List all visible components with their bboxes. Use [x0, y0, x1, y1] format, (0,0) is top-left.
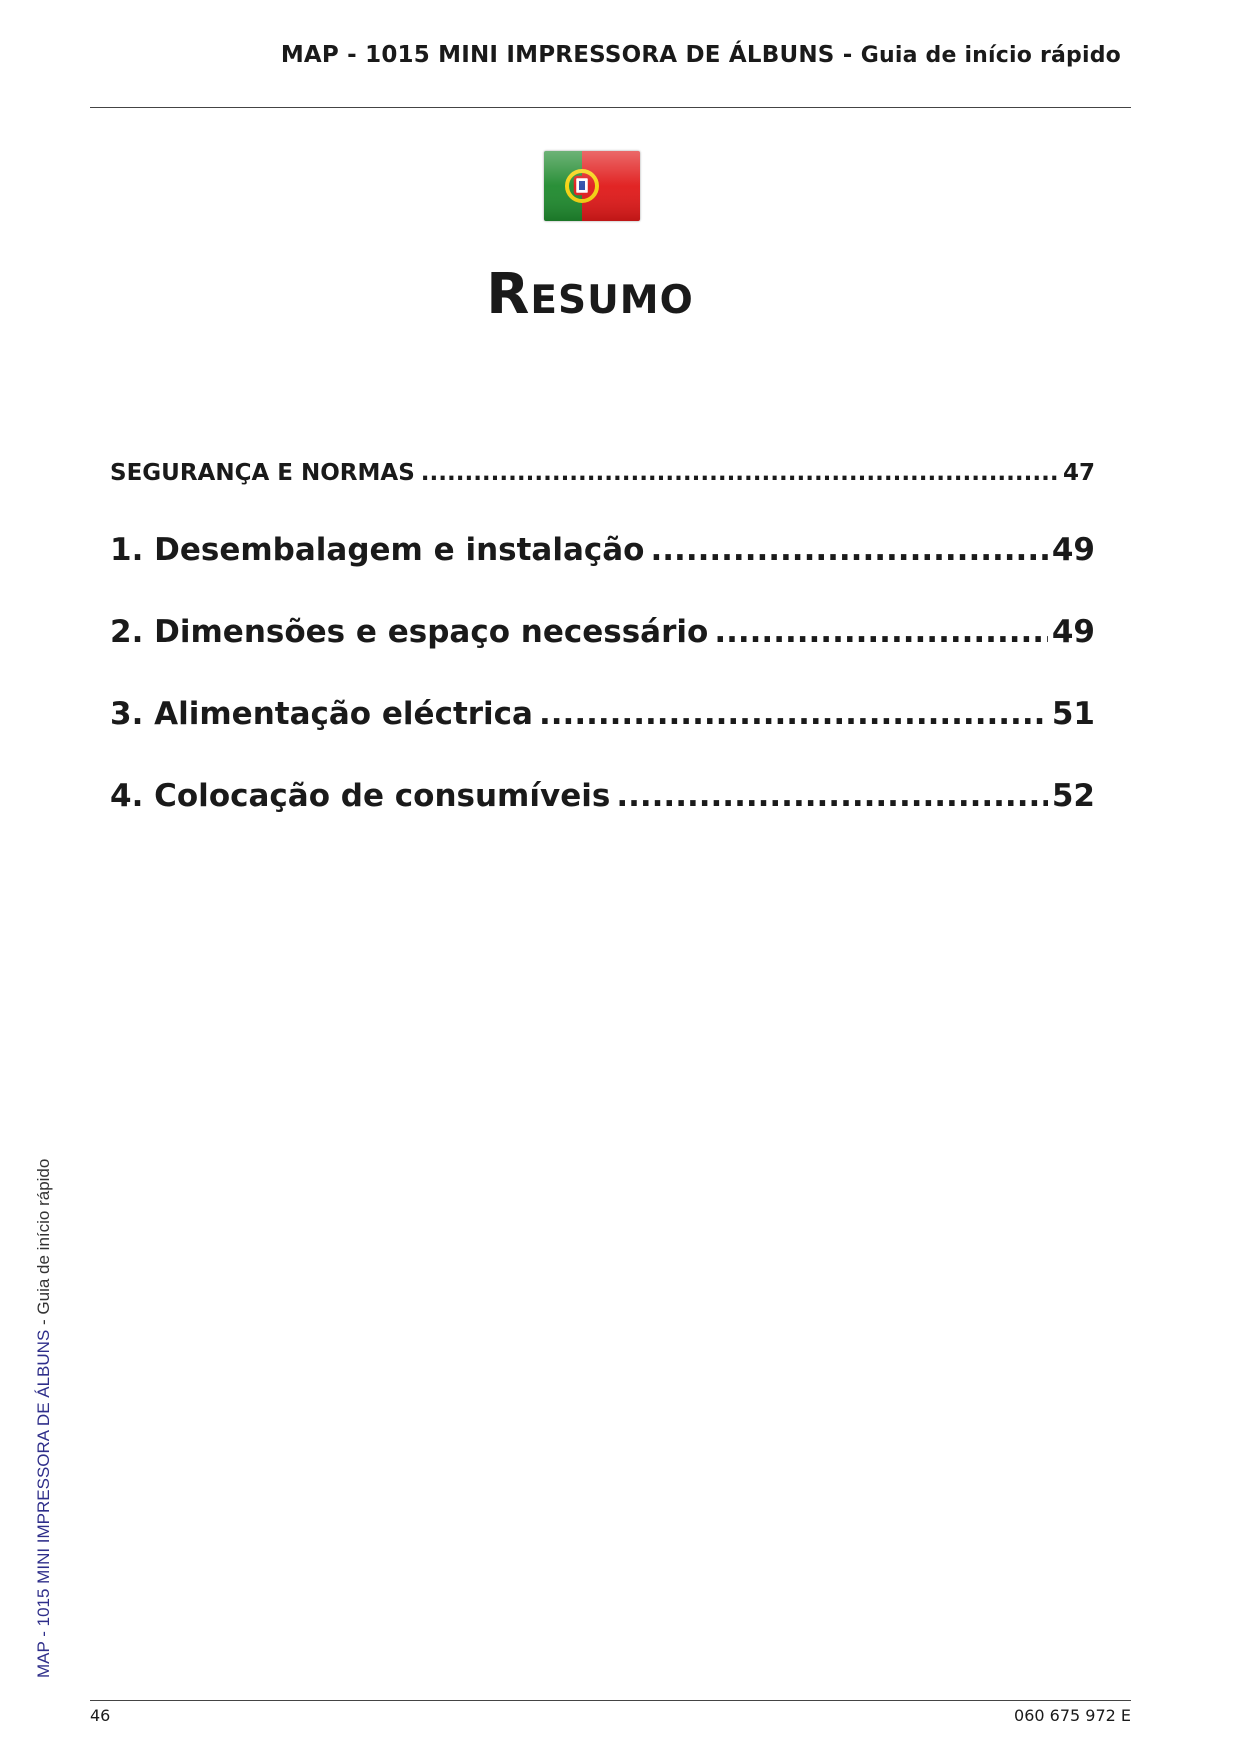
header-divider [90, 107, 1131, 108]
side-subtitle: Guia de início rápido [34, 1158, 53, 1315]
toc-entry-page: 49 [1051, 614, 1095, 650]
toc-entry-label: SEGURANÇA E NORMAS [110, 460, 415, 486]
toc-entry-label: 2. Dimensões e espaço necessário [110, 614, 709, 650]
document-code: 060 675 972 E [1014, 1706, 1131, 1725]
toc-leader-dots [539, 696, 1048, 732]
side-title: MAP - 1015 MINI IMPRESSORA DE ÁLBUNS [34, 1329, 53, 1678]
toc-entry-power[interactable] [110, 696, 1095, 778]
header-subtitle: Guia de início rápido [860, 43, 1121, 68]
toc-entry-unpacking[interactable] [110, 532, 1095, 614]
table-of-contents [110, 460, 1095, 860]
footer-divider [90, 1700, 1131, 1701]
header-title: MAP - 1015 MINI IMPRESSORA DE ÁLBUNS [280, 42, 835, 68]
toc-leader-dots [616, 778, 1048, 814]
side-margin-title [34, 1159, 54, 1678]
portugal-flag-icon [544, 151, 640, 221]
header-separator: - [834, 42, 861, 68]
side-separator: - [34, 1314, 53, 1330]
toc-entry-dimensions[interactable] [110, 614, 1095, 696]
toc-entry-page: 49 [1051, 532, 1095, 568]
toc-entry-label: 1. Desembalagem e instalação [110, 532, 645, 568]
toc-entry-label: 4. Colocação de consumíveis [110, 778, 611, 814]
toc-entry-page: 47 [1062, 460, 1095, 486]
toc-entry-safety[interactable] [110, 460, 1095, 532]
toc-leader-dots [421, 460, 1059, 486]
toc-leader-dots [650, 532, 1047, 568]
toc-leader-dots [714, 614, 1048, 650]
page-number: 46 [90, 1706, 111, 1725]
toc-entry-page: 51 [1051, 696, 1095, 732]
toc-entry-page: 52 [1051, 778, 1095, 814]
toc-entry-label: 3. Alimentação eléctrica [110, 696, 533, 732]
page-header [281, 42, 1121, 68]
toc-entry-consumables[interactable] [110, 778, 1095, 860]
page-title: Resumo [486, 262, 694, 327]
